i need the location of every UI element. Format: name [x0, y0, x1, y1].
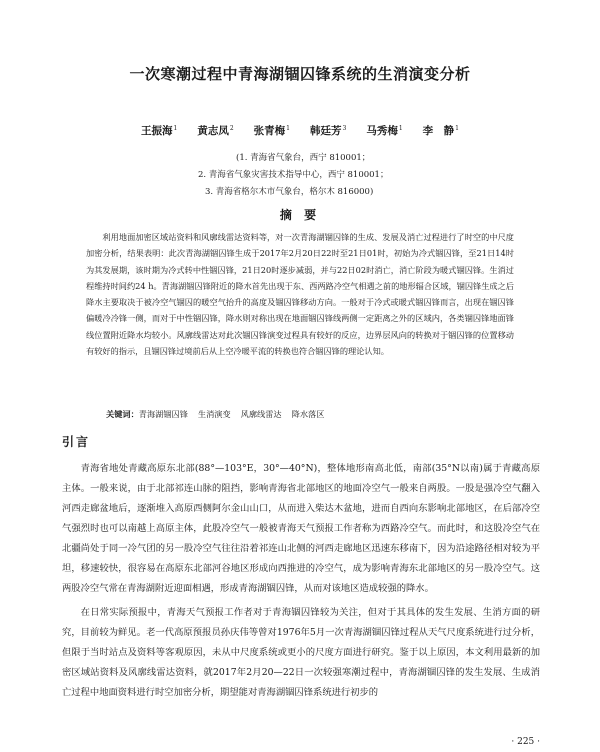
keywords-label: 关键词： — [106, 409, 139, 419]
keyword: 青海湖锢囚锋 — [138, 409, 188, 419]
author: 李 静$^1$ — [422, 124, 459, 137]
keyword: 降水落区 — [291, 409, 325, 419]
affiliation-1: (1. 青海省气象台，西宁 810001； — [236, 153, 371, 163]
author-list — [0, 123, 600, 138]
abstract-text: 利用地面加密区域站资料和风廓线雷达资料等，对一次青海湖锢囚锋的生成、发展及消亡过程进行了时空的中尺度加密分析，结果表明：此次青海湖锢囚锋生成于2017年2月20日22时至21日01时，初始为冷式锢囚锋，至21日14时为其发展期，该时期为冷式转中性锢囚锋，21日20时逐步减弱，并与22日02时消亡，消亡阶段为暖式锢囚锋。生消过程维持时间约24 h。青海湖锢囚锋附近的降水首先出现于东、西两路冷空气相遇之前的地形辐合区域，锢囚锋生成之后降水主要取决于被冷空气锢囚的暖空气抬升的高度及锢囚锋移动方向。一般对于冷式或暖式锢囚锋而言，出现在锢囚锋偏暖冷冷锋一侧，而对于中性锢囚锋，降水则对称出现在地面锢囚锋线两侧一定距离之外的区域内，各类锢囚锋地面锋线位置附近降水均较小。风廓线雷达对此次锢囚锋演变过程具有较好的反应，边界层风向的转换对于锢囚锋的位置移动有较好的指示，且锢囚锋过境前后从上空冷暖平流的转换也符合锢囚锋的理论认知。 — [86, 232, 514, 357]
keyword: 生消演变 — [197, 409, 231, 419]
body-paragraph: 在日常实际预报中，青海天气预报工作者对于青海锢囚锋较为关注，但对于其具体的发生发展、生消方面的研究，目前较为鲜见。老一代高原预报员孙庆伟等曾对1976年5月一次青海湖锢囚锋过程从天气尺度系统进行过分析，但限于当时站点及资料等客观原因，未从中尺度系统或更小的尺度方面进行研究。鉴于以上原因，本文利用最新的加密区域站资料及风廓线雷达资料，就2017年2月20—22日一次较强寒潮过程中，青海湖锢囚锋的发生发展、生成消亡过程中地面资料进行时空加密分析，期望能对青海湖锢囚锋系统进行初步的 — [62, 607, 540, 698]
affiliation-2: 2. 青海省气象灾害技术指导中心，西宁 810001； — [198, 170, 389, 180]
page-number: · 225 · — [511, 737, 540, 747]
keyword: 风廓线雷达 — [240, 409, 282, 419]
keywords — [106, 409, 334, 420]
affiliation-3: 3. 青海省格尔木市气象台，格尔木 816000) — [205, 187, 374, 197]
body-paragraph: 青海省地处青藏高原东北部(88°—103°E，30°—40°N)，整体地形南高北低，南部(35°N以南)属于青藏高原主体。一般来说，由于北部祁连山脉的阻挡，影响青海省北部地区的地面冷空气一般来自两股。一股是强冷空气翻入河西走廊盆地后，逐渐堆入高原西侧阿尔金山山口，从而进入柴达木盆地，进而自西向东影响北部地区，在后部冷空气强烈时也可以南越上高原主体，此股冷空气一般被青海天气预报工作者称为西路冷空气。而此时，和这股冷空气在北疆尚处于同一冷气团的另一股冷空气往往沿着祁连山北侧的河西走廊地区迅速东移南下，因为沿途路径相对较为平坦，移速较快，很容易在高原东北部河谷地区形成向西推进的冷空气，成为影响青海东北部地区的另一股冷空气。这两股冷空气常在青海湖附近迎面相遇，形成青海湖锢囚锋，从而对该地区造成较强的降水。 — [62, 463, 540, 594]
author: 韩廷芳$^3$ — [310, 124, 347, 137]
section-heading-introduction: 引言 — [62, 435, 91, 449]
paper-title: 一次寒潮过程中青海湖锢囚锋系统的生消演变分析 — [129, 65, 471, 83]
abstract-heading: 摘 要 — [279, 208, 321, 222]
author: 王振海$^1$ — [141, 124, 178, 137]
author: 马秀梅$^1$ — [366, 124, 403, 137]
author: 黄志凤$^2$ — [197, 124, 234, 137]
author: 张青梅$^1$ — [253, 124, 290, 137]
